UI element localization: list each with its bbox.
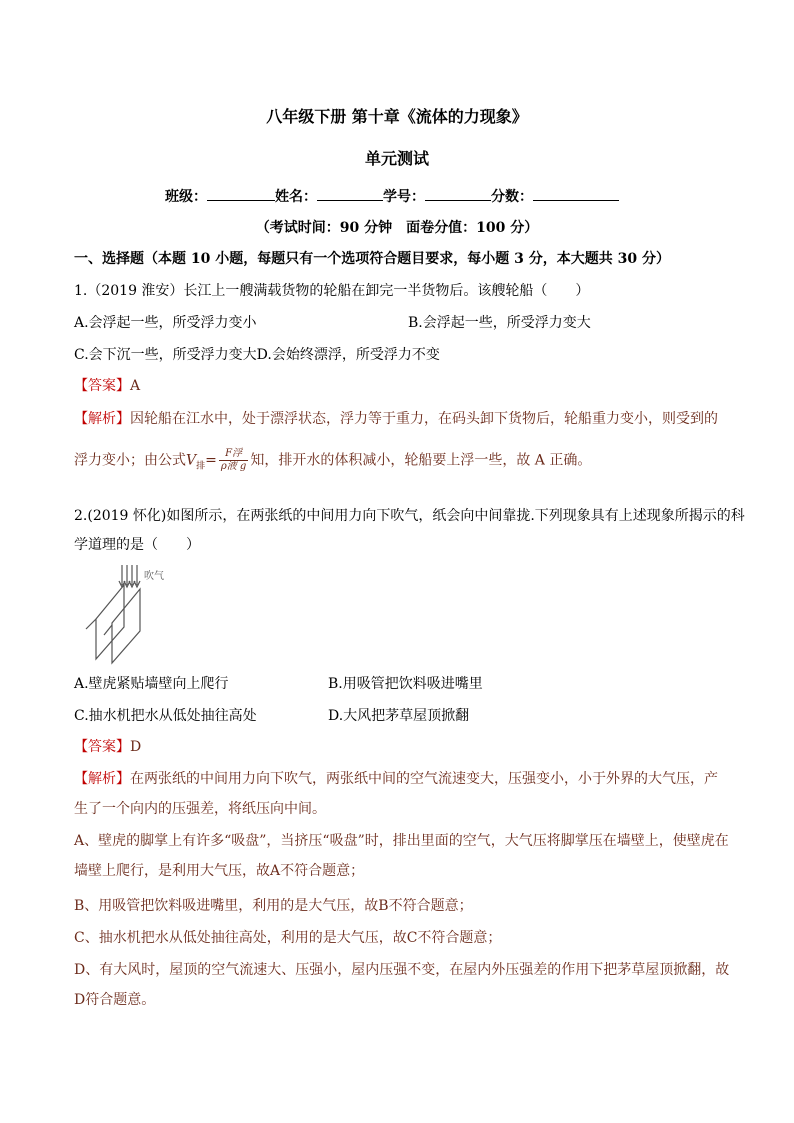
section-heading: 一、选择题（本题 10 小题，每题只有一个选项符合题目要求，每小题 3 分，本大题共 30 分） xyxy=(74,251,670,267)
formula-fraction xyxy=(219,448,248,473)
q1-option-c-d: C.会下沉一些，所受浮力变大D.会始终漂浮，所受浮力不变 xyxy=(74,347,440,363)
page-subtitle: 单元测试 xyxy=(364,149,429,168)
formula-equals: = xyxy=(205,452,217,469)
q2-analysis-line2: 生了一个向内的压强差，将纸压向中间。 xyxy=(74,801,326,817)
left-paper xyxy=(96,585,124,659)
q2-answer-value: D xyxy=(130,739,142,755)
formula-denominator: ρ液 g xyxy=(220,461,247,472)
q1-answer-tag: 【答案】 xyxy=(74,378,130,394)
q1-analysis-text2a: 浮力变小；由公式 xyxy=(74,452,186,469)
page-title: 八年级下册 第十章《流体的力现象》 xyxy=(266,107,528,126)
exam-info: （考试时间：90 分钟 面卷分值：100 分） xyxy=(255,220,539,236)
score-blank xyxy=(533,186,619,201)
q2-analysis-line1 xyxy=(74,769,718,789)
q2-option-c: C.抽水机把水从低处抽往高处 xyxy=(74,708,257,724)
q1-analysis-line1 xyxy=(74,409,718,429)
id-blank xyxy=(425,186,491,201)
q2-option-a: A.壁虎紧贴墙壁向上爬行 xyxy=(74,676,229,692)
q1-option-b: B.会浮起一些，所受浮力变大 xyxy=(408,315,591,331)
q1-analysis-text2b: 知，排开水的体积减小，轮船要上浮一些，故 A 正确。 xyxy=(250,452,592,469)
formula-v-sub: 排 xyxy=(196,461,206,472)
q2-option-b: B.用吸管把饮料吸进嘴里 xyxy=(328,676,483,692)
class-blank xyxy=(207,186,275,201)
student-info-row xyxy=(165,186,619,207)
q1-option-a: A.会浮起一些，所受浮力变小 xyxy=(74,315,257,331)
q1-analysis-tag: 【解析】 xyxy=(74,411,130,427)
score-label: 分数： xyxy=(491,189,533,205)
q2-analysis-d-line2: D符合题意。 xyxy=(74,992,156,1008)
q2-analysis-a-line2: 墙壁上爬行，是利用大气压，故A不符合题意； xyxy=(74,863,365,879)
q1-answer-value: A xyxy=(130,378,141,394)
q2-option-d: D.大风把茅草屋顶掀翻 xyxy=(328,708,470,724)
q2-answer xyxy=(74,737,141,757)
name-blank xyxy=(317,186,383,201)
id-label: 学号： xyxy=(383,189,425,205)
q1-answer xyxy=(74,376,140,396)
right-paper xyxy=(112,589,140,663)
q1-stem: 1.（2019 淮安）长江上一艘满载货物的轮船在卸完一半货物后。该艘轮船（ ） xyxy=(74,283,590,299)
two-papers-figure xyxy=(72,563,182,665)
name-label: 姓名： xyxy=(275,189,317,205)
figure-label: 吹气 xyxy=(144,571,164,582)
formula-v: V xyxy=(186,452,197,469)
class-label: 班级： xyxy=(165,189,207,205)
q1-analysis-text1: 因轮船在江水中，处于漂浮状态，浮力等于重力，在码头卸下货物后，轮船重力变小，则受到的 xyxy=(130,411,718,427)
q2-stem-line2: 学道理的是（ ） xyxy=(74,537,200,553)
q2-stem-line1: 2.(2019 怀化)如图所示，在两张纸的中间用力向下吹气，纸会向中间靠拢.下列现象具有上述现象所揭示的科 xyxy=(74,508,745,524)
q2-analysis-tag: 【解析】 xyxy=(74,771,130,787)
q2-answer-tag: 【答案】 xyxy=(74,739,130,755)
q2-analysis-b: B、用吸管把饮料吸进嘴里，利用的是大气压，故B不符合题意； xyxy=(74,898,473,914)
q2-analysis-text1: 在两张纸的中间用力向下吹气，两张纸中间的空气流速变大，压强变小，小于外界的大气压，产 xyxy=(130,771,718,787)
formula-numerator: F浮 xyxy=(219,448,248,461)
q1-analysis-line2 xyxy=(74,448,591,476)
q2-analysis-a-line1: A、壁虎的脚掌上有许多“吸盘”，当挤压“吸盘”时，排出里面的空气，大气压将脚掌压在墙壁上，使壁虎在 xyxy=(74,833,729,849)
q2-analysis-c: C、抽水机把水从低处抽往高处，利用的是大气压，故C不符合题意； xyxy=(74,930,502,946)
q2-analysis-d-line1: D、有大风时，屋顶的空气流速大、压强小，屋内压强不变，在屋内外压强差的作用下把茅草屋顶掀翻，故 xyxy=(74,962,730,978)
